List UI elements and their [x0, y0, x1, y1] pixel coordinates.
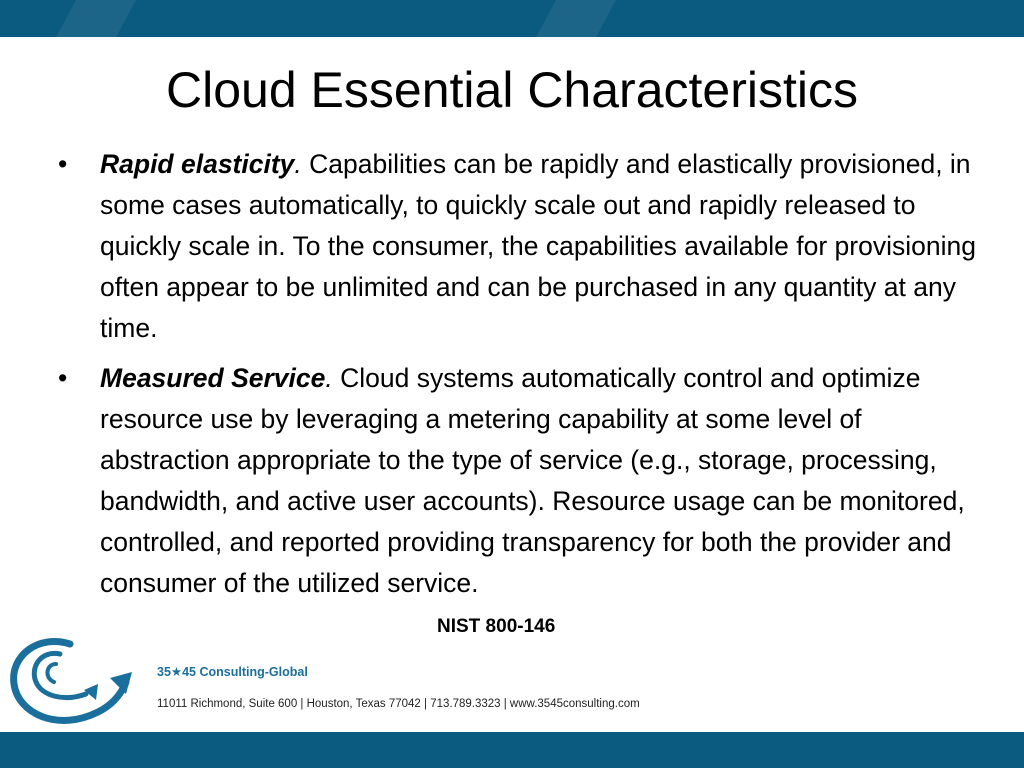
bullet-term: Measured Service: [100, 363, 326, 393]
bullet-text: Cloud systems automatically control and optimize resource use by leveraging a metering capability at some level of abstraction appropriate to the type of service (e.g., storage, processing, bandwidth, and active user accounts). Resource usage can be monitored, controlled, and reported providing transparency for both the provider and consumer of the utilized service.: [100, 363, 965, 598]
bullet-item-measured-service: [58, 358, 998, 604]
company-address: 11011 Richmond, Suite 600 | Houston, Texas 77042 | 713.789.3323 | www.3545consulting.com: [157, 698, 640, 710]
top-banner: [0, 0, 1024, 37]
bottom-banner: [0, 732, 1024, 768]
bullet-text: Capabilities can be rapidly and elastically provisioned, in some cases automatically, to quickly scale out and rapidly released to quickly scale in. To the consumer, the capabilities available for provisioning often appear to be unlimited and can be purchased in any quantity at any time.: [100, 149, 976, 343]
swirl-arrow-logo-icon: [6, 634, 136, 730]
bullet-dot: •: [58, 149, 68, 179]
bullet-dot: •: [58, 363, 68, 393]
bullet-item-rapid-elasticity: [58, 144, 998, 349]
company-name: 35★45 Consulting-Global: [157, 665, 308, 679]
banner-stripe: [23, 0, 157, 37]
bullet-term-period: .: [294, 149, 302, 179]
slide-title: Cloud Essential Characteristics: [166, 62, 858, 118]
bullet-term: Rapid elasticity: [100, 149, 295, 179]
bullet-term-period: .: [325, 363, 333, 393]
banner-stripe: [503, 0, 637, 37]
bullet-list: [58, 144, 998, 613]
citation: NIST 800-146: [437, 616, 556, 637]
